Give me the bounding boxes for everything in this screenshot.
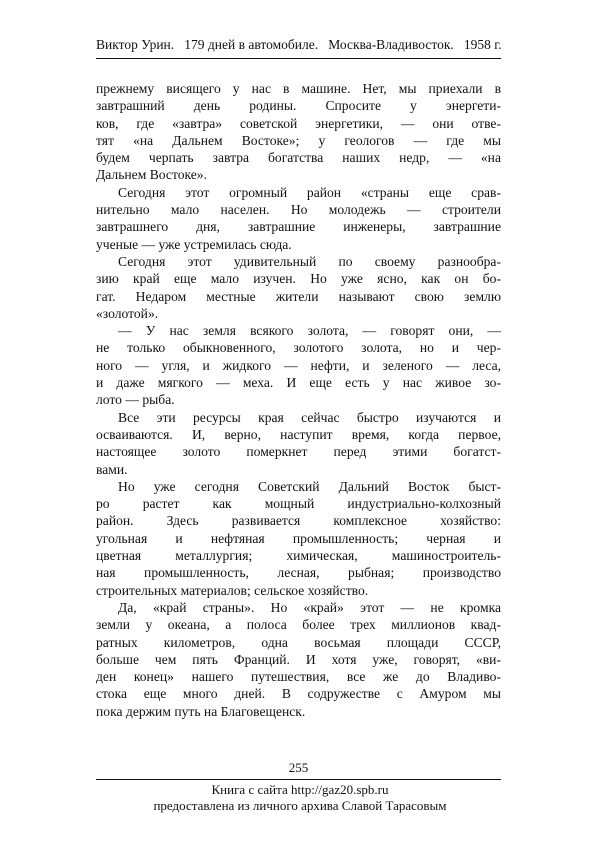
text-line: вами.	[96, 461, 128, 477]
text-line: Да, «край страны». Но «край» этот — не кромка	[118, 599, 501, 615]
text-line: ученые — уже устремилась сюда.	[96, 236, 292, 252]
text-line: ро растет как мощный индустриально-колхозный	[96, 496, 501, 512]
text-line: осваиваются. И, верно, наступит время, когда первое,	[96, 426, 501, 442]
text-line: будем черпать завтра богатства наших недр, — «на	[96, 150, 501, 166]
text-line: больше чем пять Франций. И хотя уже, говорят, «ви-	[96, 651, 501, 667]
text-line: настоящее золото померкнет перед этими богатст-	[96, 444, 501, 460]
text-line: стока еще много дней. В содружестве с Амуром мы	[96, 686, 501, 702]
text-line: пока держим путь на Благовещенск.	[96, 703, 306, 719]
text-line: Но уже сегодня Советский Дальний Восток быст-	[118, 478, 501, 494]
body-text	[96, 80, 501, 720]
text-line: Дальнем Востоке».	[96, 167, 208, 183]
text-line: угольная и нефтяная промышленность; черная и	[96, 530, 501, 546]
text-line: завтрашний день родины. Спросите у энергети-	[96, 98, 501, 114]
text-line: Сегодня этот огромный район «страны еще срав-	[118, 184, 501, 200]
text-line: цветная металлургия; химическая, машиностроитель-	[96, 548, 501, 564]
text-line: гат. Недаром местные жители называют свою землю	[96, 288, 501, 304]
footer-credit-line: предоставлена из личного архива Славой Тарасовым	[153, 798, 447, 813]
footer-source-line: Книга с сайта http://gaz20.spb.ru	[211, 782, 389, 797]
text-line: ная промышленность, лесная, рыбная; производство	[96, 565, 501, 581]
text-line: ратных километров, одна восьмая площади СССР,	[96, 634, 501, 650]
text-line: ков, где «завтра» советской энергетики, — они отве-	[96, 115, 501, 131]
text-line: — У нас земля всякого золота, — говорят они, —	[118, 323, 501, 339]
text-line: тят «на Дальнем Востоке»; у геологов — где мы	[96, 132, 501, 148]
text-line: нительно мало населен. Но молодежь — строители	[96, 202, 501, 218]
text-line: Все эти ресурсы края сейчас быстро изучаются и	[118, 409, 501, 425]
text-line: лото — рыба.	[96, 392, 175, 408]
text-line: ного — угля, и жидкого — нефти, и зеленого — леса,	[96, 357, 501, 373]
text-line: строительных материалов; сельское хозяйство.	[96, 582, 369, 598]
text-line: земли у океана, а полоса более трех миллионов квад-	[96, 617, 501, 633]
text-line: зию край еще мало изучен. Но уже ясно, как он бо-	[96, 271, 501, 287]
text-line: и даже мягкого — меха. И еще есть у нас живое зо-	[96, 375, 501, 391]
text-line: завтрашнего дня, завтрашние инженеры, завтрашние	[96, 219, 501, 235]
text-line: «золотой».	[96, 305, 159, 321]
footer-rule	[96, 779, 501, 780]
text-line: прежнему висящего у нас в машине. Нет, мы приехали в	[96, 81, 501, 96]
text-line: не только обыкновенного, золотого золота, но и чер-	[96, 340, 501, 356]
header-rule	[96, 58, 501, 59]
text-line: ден конец» нашего путешествия, все же до Владиво-	[96, 669, 501, 685]
text-line: Сегодня этот удивительный по своему разнообра-	[118, 253, 501, 269]
running-header: Виктор Урин. 179 дней в автомобиле. Москва-Владивосток. 1958 г.	[96, 37, 502, 52]
text-line: район. Здесь развивается комплексное хозяйство:	[96, 513, 501, 529]
page-number: 255	[288, 760, 309, 775]
